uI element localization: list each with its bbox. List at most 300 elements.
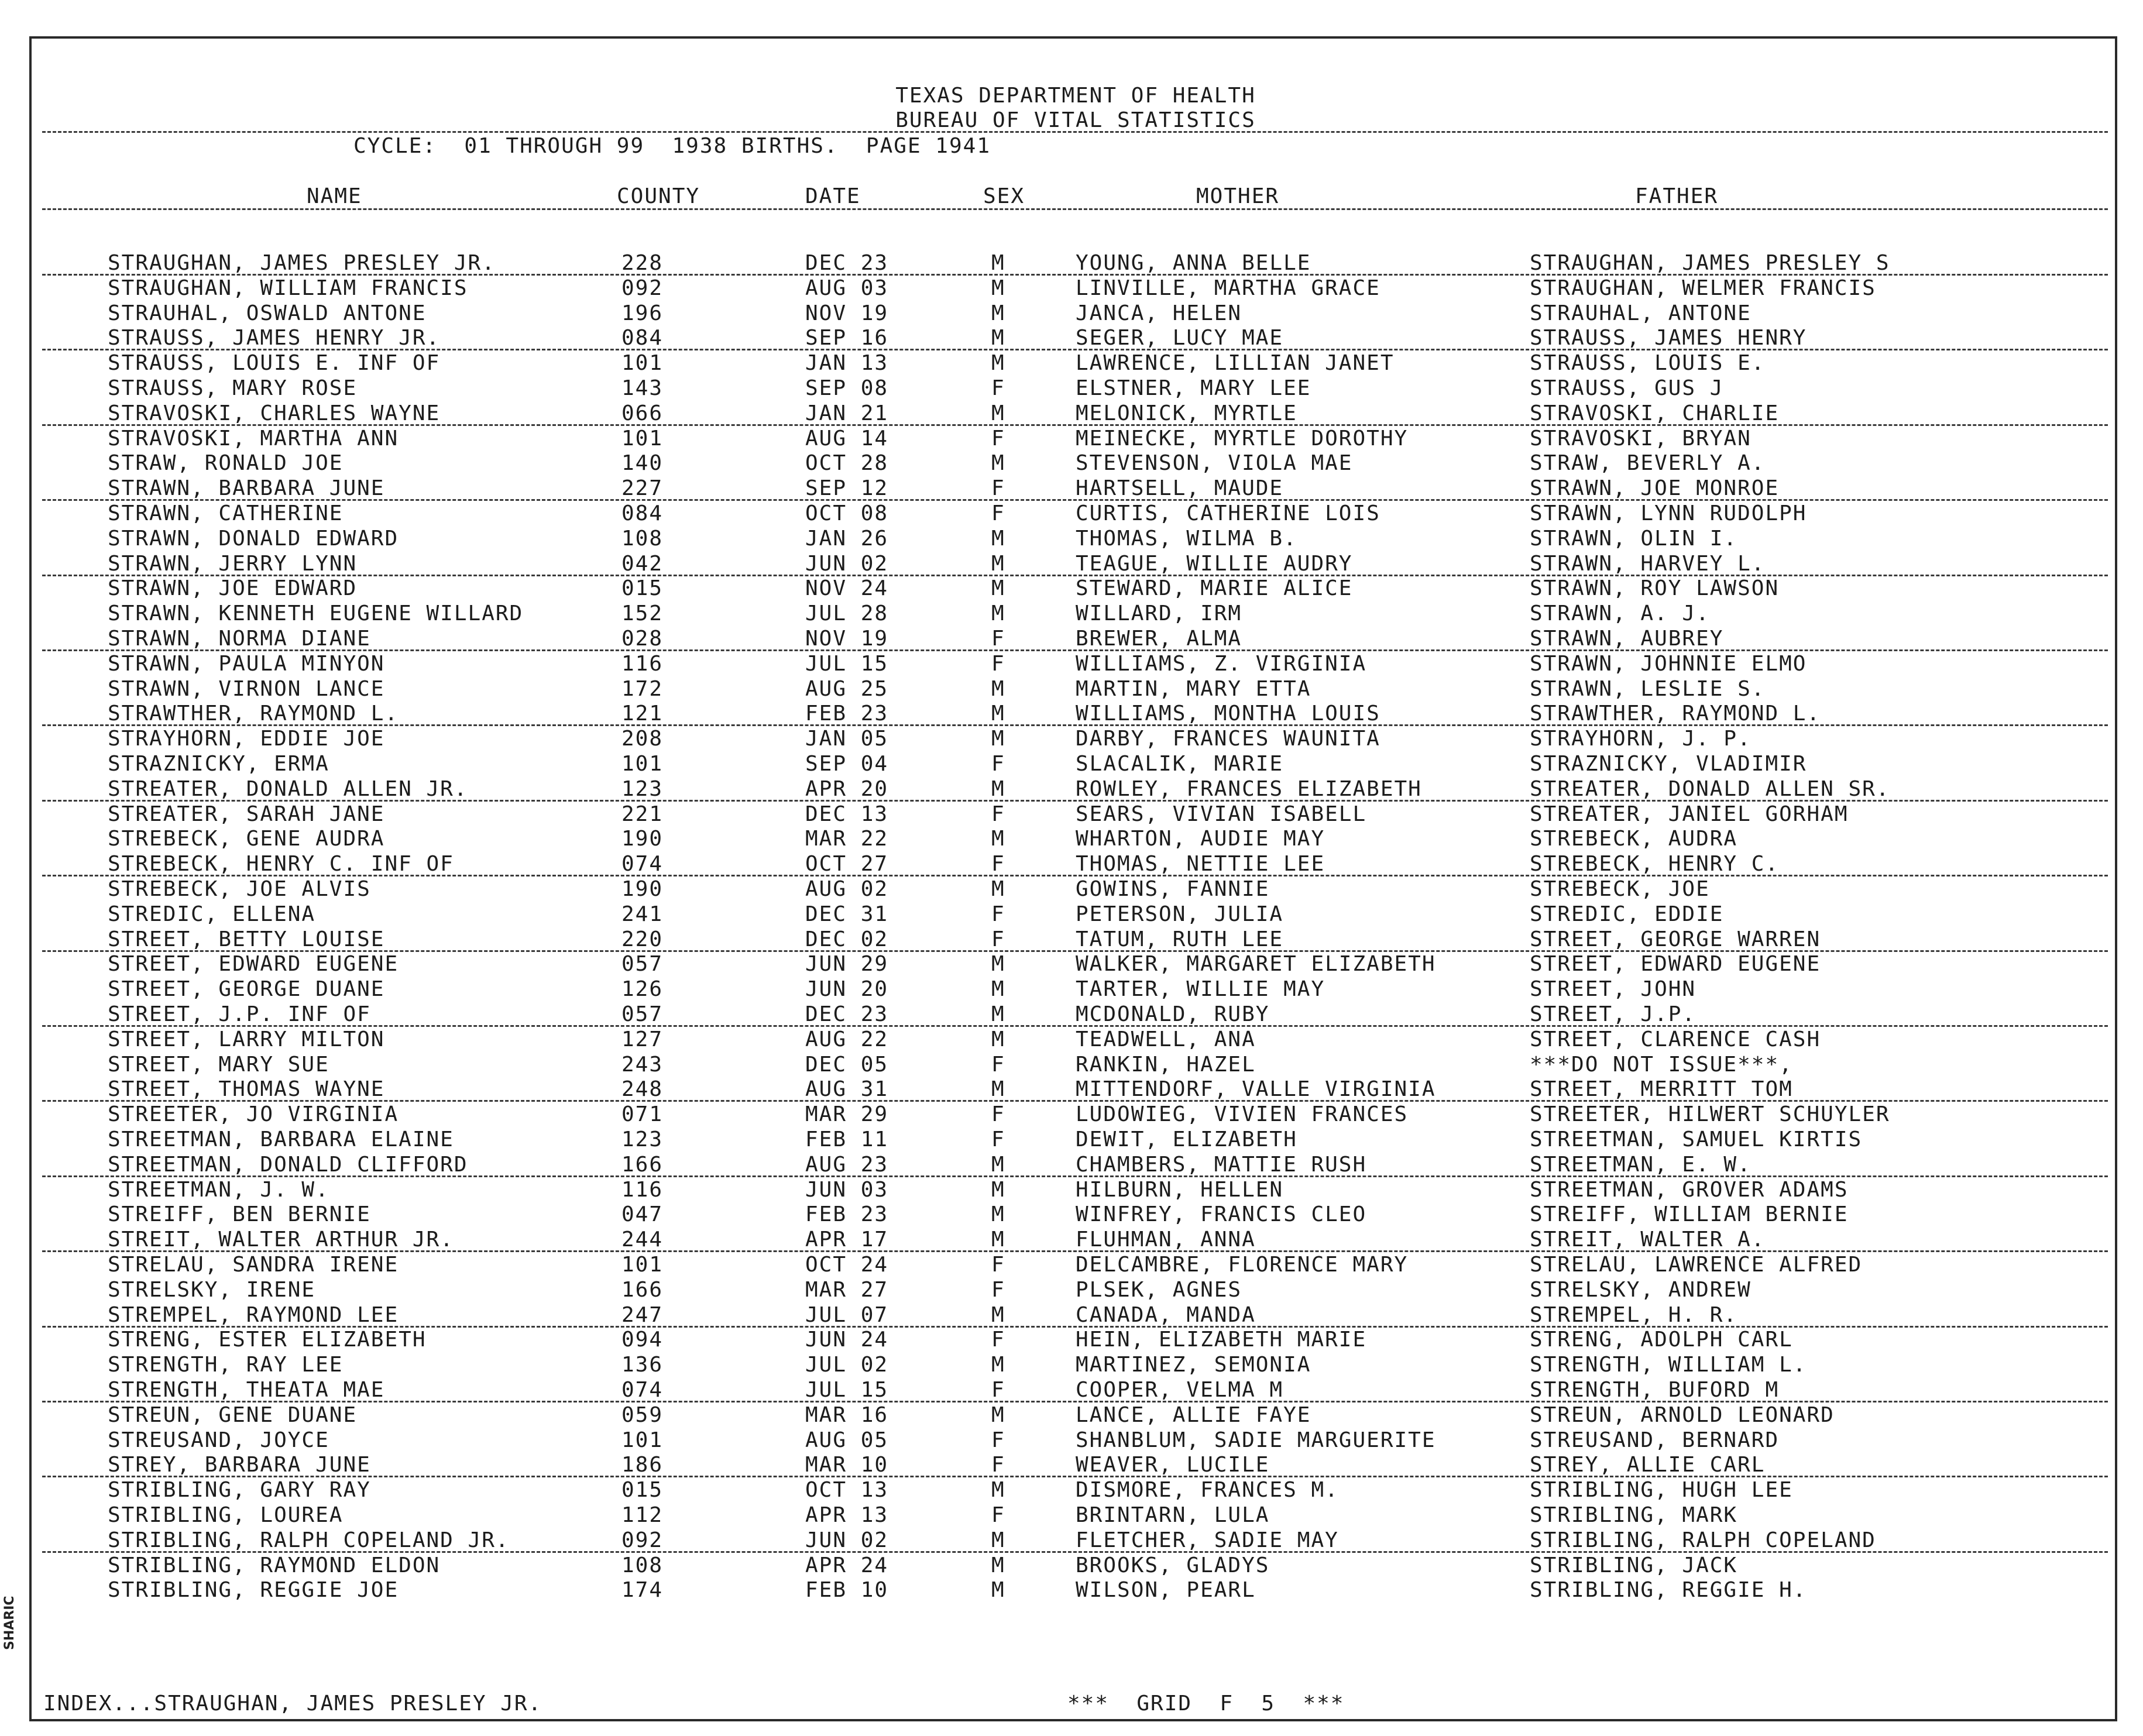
cell-father: STRAWN, HARVEY L. xyxy=(1530,551,1766,576)
cell-sex: M xyxy=(991,977,1005,1002)
cell-father: STREBECK, JOE xyxy=(1530,877,1710,901)
table-row xyxy=(32,878,2120,902)
cell-date: APR 24 xyxy=(805,1553,889,1577)
cell-name: STREET, EDWARD EUGENE xyxy=(108,952,399,977)
cell-mother: TARTER, WILLIE MAY xyxy=(1076,977,1325,1002)
cell-father: STREET, J.P. xyxy=(1530,1002,1696,1026)
table-row xyxy=(32,1103,2120,1127)
cell-mother: WILSON, PEARL xyxy=(1076,1578,1256,1603)
cell-mother: WEAVER, LUCILE xyxy=(1076,1453,1270,1477)
cell-father: STRAWN, OLIN I. xyxy=(1530,526,1738,551)
cell-county: 247 xyxy=(621,1302,664,1327)
cell-mother: RANKIN, HAZEL xyxy=(1076,1052,1256,1077)
cell-sex: M xyxy=(991,676,1005,701)
cell-father: STREBECK, HENRY C. xyxy=(1530,852,1780,876)
cell-name: STREETMAN, BARBARA ELAINE xyxy=(108,1127,454,1151)
cell-father: STREET, GEORGE WARREN xyxy=(1530,927,1821,951)
cell-father: STREDIC, EDDIE xyxy=(1530,902,1724,926)
cell-father: STREETMAN, SAMUEL KIRTIS xyxy=(1530,1127,1863,1151)
cell-mother: WILLIAMS, Z. VIRGINIA xyxy=(1076,651,1367,676)
table-row xyxy=(32,852,2120,877)
cell-county: 112 xyxy=(621,1503,664,1527)
cell-county: 121 xyxy=(621,702,664,726)
cell-sex: M xyxy=(991,1402,1005,1427)
cell-sex: F xyxy=(991,651,1005,676)
table-row xyxy=(32,402,2120,427)
row-rule xyxy=(42,1175,2108,1177)
cell-county: 057 xyxy=(621,1002,664,1026)
table-row xyxy=(32,1504,2120,1528)
table-row xyxy=(32,1253,2120,1278)
cell-county: 166 xyxy=(621,1152,664,1177)
cell-sex: M xyxy=(991,351,1005,376)
cell-sex: F xyxy=(991,501,1005,525)
cell-name: STRELAU, SANDRA IRENE xyxy=(108,1253,399,1277)
cycle-line: CYCLE: 01 THROUGH 99 1938 BIRTHS. PAGE 1941 xyxy=(353,134,991,158)
table-row xyxy=(32,377,2120,401)
cell-name: STRIBLING, RALPH COPELAND JR. xyxy=(108,1528,510,1552)
cell-county: 166 xyxy=(621,1277,664,1302)
cell-mother: TEAGUE, WILLIE AUDRY xyxy=(1076,551,1353,576)
cell-father: STREETMAN, E. W. xyxy=(1530,1152,1752,1177)
cell-name: STREUN, GENE DUANE xyxy=(108,1402,358,1427)
cell-sex: M xyxy=(991,1478,1005,1503)
cell-county: 241 xyxy=(621,902,664,926)
cell-date: APR 17 xyxy=(805,1228,889,1252)
cell-sex: F xyxy=(991,1253,1005,1277)
cell-date: AUG 05 xyxy=(805,1428,889,1452)
cell-county: 108 xyxy=(621,1553,664,1577)
cell-mother: WILLIAMS, MONTHA LOUIS xyxy=(1076,702,1380,726)
cell-father: STRAWN, LESLIE S. xyxy=(1530,676,1766,701)
cell-name: STRAUSS, MARY ROSE xyxy=(108,376,358,400)
cell-date: SEP 12 xyxy=(805,476,889,501)
cell-father: STRAW, BEVERLY A. xyxy=(1530,451,1766,476)
cell-sex: M xyxy=(991,601,1005,626)
cell-name: STRIBLING, GARY RAY xyxy=(108,1478,371,1503)
cell-mother: YOUNG, ANNA BELLE xyxy=(1076,251,1311,275)
cell-sex: M xyxy=(991,877,1005,901)
cell-father: STREUSAND, BERNARD xyxy=(1530,1428,1780,1452)
cell-sex: F xyxy=(991,627,1005,651)
cell-name: STREET, GEORGE DUANE xyxy=(108,977,385,1002)
cell-name: STREET, LARRY MILTON xyxy=(108,1027,385,1051)
cell-date: JUL 15 xyxy=(805,651,889,676)
cell-mother: LAWRENCE, LILLIAN JANET xyxy=(1076,351,1395,376)
side-label: SHARIC xyxy=(2,1596,17,1650)
cell-sex: F xyxy=(991,1428,1005,1452)
cell-mother: THOMAS, WILMA B. xyxy=(1076,526,1297,551)
cell-county: 047 xyxy=(621,1202,664,1227)
table-row xyxy=(32,502,2120,527)
column-header-name: NAME xyxy=(307,184,362,208)
cell-mother: CANADA, MANDA xyxy=(1076,1302,1256,1327)
cell-county: 057 xyxy=(621,952,664,977)
cell-mother: WHARTON, AUDIE MAY xyxy=(1076,827,1325,851)
cell-county: 116 xyxy=(621,651,664,676)
table-row xyxy=(32,1328,2120,1353)
cell-mother: STEVENSON, VIOLA MAE xyxy=(1076,451,1353,476)
cell-date: MAR 27 xyxy=(805,1277,889,1302)
cell-date: OCT 24 xyxy=(805,1253,889,1277)
cell-sex: M xyxy=(991,301,1005,325)
cell-sex: M xyxy=(991,1002,1005,1026)
cell-date: APR 13 xyxy=(805,1503,889,1527)
cell-name: STRIBLING, REGGIE JOE xyxy=(108,1578,399,1603)
cell-name: STRAWN, KENNETH EUGENE WILLARD xyxy=(108,601,524,626)
table-row xyxy=(32,678,2120,702)
cell-date: MAR 16 xyxy=(805,1402,889,1427)
cell-father: STREETER, HILWERT SCHUYLER xyxy=(1530,1102,1890,1127)
table-row xyxy=(32,1529,2120,1553)
cell-date: JUL 15 xyxy=(805,1378,889,1402)
cell-county: 220 xyxy=(621,927,664,951)
table-row xyxy=(32,1479,2120,1503)
cell-sex: M xyxy=(991,1353,1005,1377)
cell-date: JUN 29 xyxy=(805,952,889,977)
cell-mother: MARTIN, MARY ETTA xyxy=(1076,676,1311,701)
table-row xyxy=(32,352,2120,376)
cell-mother: LANCE, ALLIE FAYE xyxy=(1076,1402,1311,1427)
cell-county: 186 xyxy=(621,1453,664,1477)
cell-name: STREETER, JO VIRGINIA xyxy=(108,1102,399,1127)
index-line: INDEX...STRAUGHAN, JAMES PRESLEY JR. xyxy=(43,1692,542,1716)
cell-sex: F xyxy=(991,802,1005,826)
column-header-rule xyxy=(42,208,2108,210)
cell-mother: FLUHMAN, ANNA xyxy=(1076,1228,1256,1252)
table-row xyxy=(32,527,2120,552)
column-header-sex: SEX xyxy=(983,184,1025,208)
row-rule xyxy=(42,649,2108,651)
cell-mother: MCDONALD, RUBY xyxy=(1076,1002,1270,1026)
cell-father: STRAVOSKI, CHARLIE xyxy=(1530,401,1780,425)
cell-sex: M xyxy=(991,827,1005,851)
cell-mother: LUDOWIEG, VIVIEN FRANCES xyxy=(1076,1102,1409,1127)
cell-father: STRAWN, AUBREY xyxy=(1530,627,1724,651)
cell-date: AUG 03 xyxy=(805,276,889,300)
cell-mother: DISMORE, FRANCES M. xyxy=(1076,1478,1339,1503)
cell-name: STRAW, RONALD JOE xyxy=(108,451,344,476)
cell-father: ***DO NOT ISSUE***, xyxy=(1530,1052,1793,1077)
cell-mother: PLSEK, AGNES xyxy=(1076,1277,1242,1302)
cell-mother: HILBURN, HELLEN xyxy=(1076,1177,1284,1202)
cell-father: STREET, MERRITT TOM xyxy=(1530,1077,1793,1102)
cell-father: STRAVOSKI, BRYAN xyxy=(1530,426,1752,451)
row-rule xyxy=(42,499,2108,501)
cell-date: AUG 14 xyxy=(805,426,889,451)
cell-mother: COOPER, VELMA M xyxy=(1076,1378,1284,1402)
cell-date: DEC 13 xyxy=(805,802,889,826)
cell-mother: JANCA, HELEN xyxy=(1076,301,1242,325)
cell-name: STRAVOSKI, MARTHA ANN xyxy=(108,426,399,451)
table-row xyxy=(32,1128,2120,1153)
cell-name: STRAWN, DONALD EDWARD xyxy=(108,526,399,551)
cell-mother: WALKER, MARGARET ELIZABETH xyxy=(1076,952,1436,977)
cell-county: 094 xyxy=(621,1328,664,1352)
table-row xyxy=(32,1579,2120,1603)
cell-father: STRAWN, A. J. xyxy=(1530,601,1710,626)
cell-date: DEC 23 xyxy=(805,251,889,275)
table-row xyxy=(32,302,2120,326)
cell-name: STRAWN, NORMA DIANE xyxy=(108,627,371,651)
row-rule xyxy=(42,800,2108,802)
cell-county: 140 xyxy=(621,451,664,476)
cell-date: JUN 24 xyxy=(805,1328,889,1352)
cell-date: APR 20 xyxy=(805,776,889,801)
cell-father: STRAUGHAN, WELMER FRANCIS xyxy=(1530,276,1876,300)
table-row xyxy=(32,1554,2120,1579)
cell-name: STRAWN, JOE EDWARD xyxy=(108,576,358,601)
cell-father: STRELSKY, ANDREW xyxy=(1530,1277,1752,1302)
cell-name: STRAUHAL, OSWALD ANTONE xyxy=(108,301,427,325)
cell-mother: MELONICK, MYRTLE xyxy=(1076,401,1297,425)
cell-date: SEP 04 xyxy=(805,752,889,776)
cell-name: STREBECK, GENE AUDRA xyxy=(108,827,385,851)
cell-name: STREET, THOMAS WAYNE xyxy=(108,1077,385,1102)
cell-mother: TATUM, RUTH LEE xyxy=(1076,927,1284,951)
table-row xyxy=(32,903,2120,927)
cell-name: STRAWN, PAULA MINYON xyxy=(108,651,385,676)
cell-mother: CHAMBERS, MATTIE RUSH xyxy=(1076,1152,1367,1177)
cell-sex: M xyxy=(991,1553,1005,1577)
cell-father: STRAZNICKY, VLADIMIR xyxy=(1530,752,1807,776)
cell-date: DEC 02 xyxy=(805,927,889,951)
cell-father: STRAWN, JOHNNIE ELMO xyxy=(1530,651,1807,676)
cell-date: JUL 02 xyxy=(805,1353,889,1377)
cell-county: 101 xyxy=(621,426,664,451)
cell-date: AUG 23 xyxy=(805,1152,889,1177)
cell-mother: WILLARD, IRM xyxy=(1076,601,1242,626)
row-rule xyxy=(42,1025,2108,1027)
cell-name: STRAUSS, JAMES HENRY JR. xyxy=(108,326,441,350)
cell-sex: M xyxy=(991,952,1005,977)
cell-date: FEB 11 xyxy=(805,1127,889,1151)
cell-father: STREET, CLARENCE CASH xyxy=(1530,1027,1821,1051)
header-rule xyxy=(42,131,2108,133)
row-rule xyxy=(42,349,2108,350)
cell-name: STREATER, SARAH JANE xyxy=(108,802,385,826)
table-row xyxy=(32,803,2120,827)
cell-father: STRIBLING, JACK xyxy=(1530,1553,1738,1577)
cell-name: STREIFF, BEN BERNIE xyxy=(108,1202,371,1227)
cell-father: STRELAU, LAWRENCE ALFRED xyxy=(1530,1253,1863,1277)
cell-date: SEP 08 xyxy=(805,376,889,400)
cell-sex: F xyxy=(991,1503,1005,1527)
cell-name: STREMPEL, RAYMOND LEE xyxy=(108,1302,399,1327)
row-rule xyxy=(42,1250,2108,1252)
column-header-mother: MOTHER xyxy=(1196,184,1280,208)
cell-father: STRAWN, LYNN RUDOLPH xyxy=(1530,501,1807,525)
table-row xyxy=(32,577,2120,601)
table-row xyxy=(32,652,2120,677)
cell-county: 101 xyxy=(621,1428,664,1452)
cell-sex: F xyxy=(991,426,1005,451)
cell-father: STRAUSS, JAMES HENRY xyxy=(1530,326,1807,350)
cell-county: 101 xyxy=(621,1253,664,1277)
cell-sex: M xyxy=(991,326,1005,350)
table-row xyxy=(32,452,2120,476)
cell-mother: ROWLEY, FRANCES ELIZABETH xyxy=(1076,776,1422,801)
table-row xyxy=(32,727,2120,752)
cell-mother: SLACALIK, MARIE xyxy=(1076,752,1284,776)
cell-name: STREATER, DONALD ALLEN JR. xyxy=(108,776,468,801)
cell-name: STREDIC, ELLENA xyxy=(108,902,316,926)
cell-name: STRAWN, JERRY LYNN xyxy=(108,551,358,576)
cell-mother: DELCAMBRE, FLORENCE MARY xyxy=(1076,1253,1409,1277)
cell-sex: F xyxy=(991,376,1005,400)
cell-date: DEC 31 xyxy=(805,902,889,926)
cell-name: STRAWN, CATHERINE xyxy=(108,501,344,525)
cell-father: STRAWN, JOE MONROE xyxy=(1530,476,1780,501)
row-rule xyxy=(42,1100,2108,1102)
cell-father: STRAWN, ROY LAWSON xyxy=(1530,576,1780,601)
cell-mother: HEIN, ELIZABETH MARIE xyxy=(1076,1328,1367,1352)
table-row xyxy=(32,928,2120,953)
cell-name: STRIBLING, LOUREA xyxy=(108,1503,344,1527)
table-row xyxy=(32,1404,2120,1428)
cell-father: STREUN, ARNOLD LEONARD xyxy=(1530,1402,1835,1427)
cell-date: JAN 05 xyxy=(805,727,889,751)
cell-sex: F xyxy=(991,1378,1005,1402)
cell-sex: F xyxy=(991,902,1005,926)
table-row xyxy=(32,1304,2120,1328)
table-row xyxy=(32,752,2120,777)
table-row xyxy=(32,277,2120,301)
cell-father: STRAUSS, LOUIS E. xyxy=(1530,351,1766,376)
cell-sex: M xyxy=(991,1202,1005,1227)
cell-name: STRENG, ESTER ELIZABETH xyxy=(108,1328,427,1352)
cell-sex: M xyxy=(991,451,1005,476)
row-rule xyxy=(42,1476,2108,1477)
cell-mother: LINVILLE, MARTHA GRACE xyxy=(1076,276,1380,300)
table-row xyxy=(32,1078,2120,1102)
row-rule xyxy=(42,950,2108,952)
cell-county: 084 xyxy=(621,326,664,350)
cell-sex: M xyxy=(991,1228,1005,1252)
cell-date: MAR 22 xyxy=(805,827,889,851)
cell-name: STREBECK, HENRY C. INF OF xyxy=(108,852,454,876)
cell-county: 101 xyxy=(621,752,664,776)
cell-sex: F xyxy=(991,927,1005,951)
cell-sex: M xyxy=(991,1578,1005,1603)
cell-date: DEC 23 xyxy=(805,1002,889,1026)
cell-county: 042 xyxy=(621,551,664,576)
cell-sex: F xyxy=(991,1127,1005,1151)
cell-father: STRIBLING, MARK xyxy=(1530,1503,1738,1527)
cell-county: 208 xyxy=(621,727,664,751)
cell-mother: MARTINEZ, SEMONIA xyxy=(1076,1353,1311,1377)
cell-county: 221 xyxy=(621,802,664,826)
cell-father: STREBECK, AUDRA xyxy=(1530,827,1738,851)
cell-father: STREIT, WALTER A. xyxy=(1530,1228,1766,1252)
cell-father: STRAYHORN, J. P. xyxy=(1530,727,1752,751)
cell-sex: M xyxy=(991,727,1005,751)
cell-father: STREATER, JANIEL GORHAM xyxy=(1530,802,1849,826)
cell-date: SEP 16 xyxy=(805,326,889,350)
table-row xyxy=(32,953,2120,977)
cell-sex: M xyxy=(991,1177,1005,1202)
cell-name: STRAWTHER, RAYMOND L. xyxy=(108,702,399,726)
cell-date: JUN 02 xyxy=(805,551,889,576)
cell-county: 190 xyxy=(621,877,664,901)
cell-sex: F xyxy=(991,752,1005,776)
table-row xyxy=(32,1178,2120,1203)
cell-name: STREBECK, JOE ALVIS xyxy=(108,877,371,901)
table-row xyxy=(32,1453,2120,1478)
cell-mother: FLETCHER, SADIE MAY xyxy=(1076,1528,1339,1552)
cell-sex: M xyxy=(991,526,1005,551)
cell-sex: F xyxy=(991,1277,1005,1302)
cell-date: JUN 20 xyxy=(805,977,889,1002)
cell-mother: BROOKS, GLADYS xyxy=(1076,1553,1270,1577)
table-row xyxy=(32,778,2120,802)
cell-mother: SEGER, LUCY MAE xyxy=(1076,326,1284,350)
cell-date: OCT 27 xyxy=(805,852,889,876)
cell-county: 248 xyxy=(621,1077,664,1102)
table-row xyxy=(32,1228,2120,1253)
table-row xyxy=(32,252,2120,276)
cell-mother: BRINTARN, LULA xyxy=(1076,1503,1270,1527)
cell-county: 126 xyxy=(621,977,664,1002)
table-row xyxy=(32,1003,2120,1027)
cell-father: STRAUGHAN, JAMES PRESLEY S xyxy=(1530,251,1890,275)
table-row xyxy=(32,1028,2120,1053)
cell-sex: M xyxy=(991,551,1005,576)
cell-mother: GOWINS, FANNIE xyxy=(1076,877,1270,901)
cell-county: 028 xyxy=(621,627,664,651)
table-row xyxy=(32,978,2120,1002)
cell-sex: M xyxy=(991,1077,1005,1102)
cell-date: JAN 13 xyxy=(805,351,889,376)
page-frame xyxy=(29,36,2117,1721)
cell-name: STREET, MARY SUE xyxy=(108,1052,329,1077)
cell-county: 015 xyxy=(621,576,664,601)
cell-name: STRAYHORN, EDDIE JOE xyxy=(108,727,385,751)
cell-sex: F xyxy=(991,1453,1005,1477)
row-rule xyxy=(42,424,2108,426)
row-rule xyxy=(42,274,2108,276)
cell-mother: SEARS, VIVIAN ISABELL xyxy=(1076,802,1367,826)
cell-county: 066 xyxy=(621,401,664,425)
cell-father: STREET, EDWARD EUGENE xyxy=(1530,952,1821,977)
row-rule xyxy=(42,724,2108,726)
cell-name: STRENGTH, THEATA MAE xyxy=(108,1378,385,1402)
cell-name: STRAWN, BARBARA JUNE xyxy=(108,476,385,501)
cell-sex: M xyxy=(991,702,1005,726)
cell-sex: M xyxy=(991,1152,1005,1177)
cell-date: JUL 07 xyxy=(805,1302,889,1327)
department-title: TEXAS DEPARTMENT OF HEALTH xyxy=(895,84,1256,108)
cell-county: 074 xyxy=(621,1378,664,1402)
cell-sex: F xyxy=(991,1328,1005,1352)
cell-mother: MITTENDORF, VALLE VIRGINIA xyxy=(1076,1077,1436,1102)
cell-date: MAR 10 xyxy=(805,1453,889,1477)
cell-sex: F xyxy=(991,1052,1005,1077)
cell-father: STRENGTH, BUFORD M xyxy=(1530,1378,1780,1402)
cell-father: STRIBLING, HUGH LEE xyxy=(1530,1478,1793,1503)
cell-name: STREUSAND, JOYCE xyxy=(108,1428,329,1452)
cell-date: MAR 29 xyxy=(805,1102,889,1127)
cell-date: JUL 28 xyxy=(805,601,889,626)
cell-county: 172 xyxy=(621,676,664,701)
row-rule xyxy=(42,1401,2108,1402)
cell-father: STREATER, DONALD ALLEN SR. xyxy=(1530,776,1890,801)
cell-county: 108 xyxy=(621,526,664,551)
cell-sex: M xyxy=(991,276,1005,300)
cell-sex: F xyxy=(991,1102,1005,1127)
table-row xyxy=(32,1053,2120,1078)
cell-county: 228 xyxy=(621,251,664,275)
